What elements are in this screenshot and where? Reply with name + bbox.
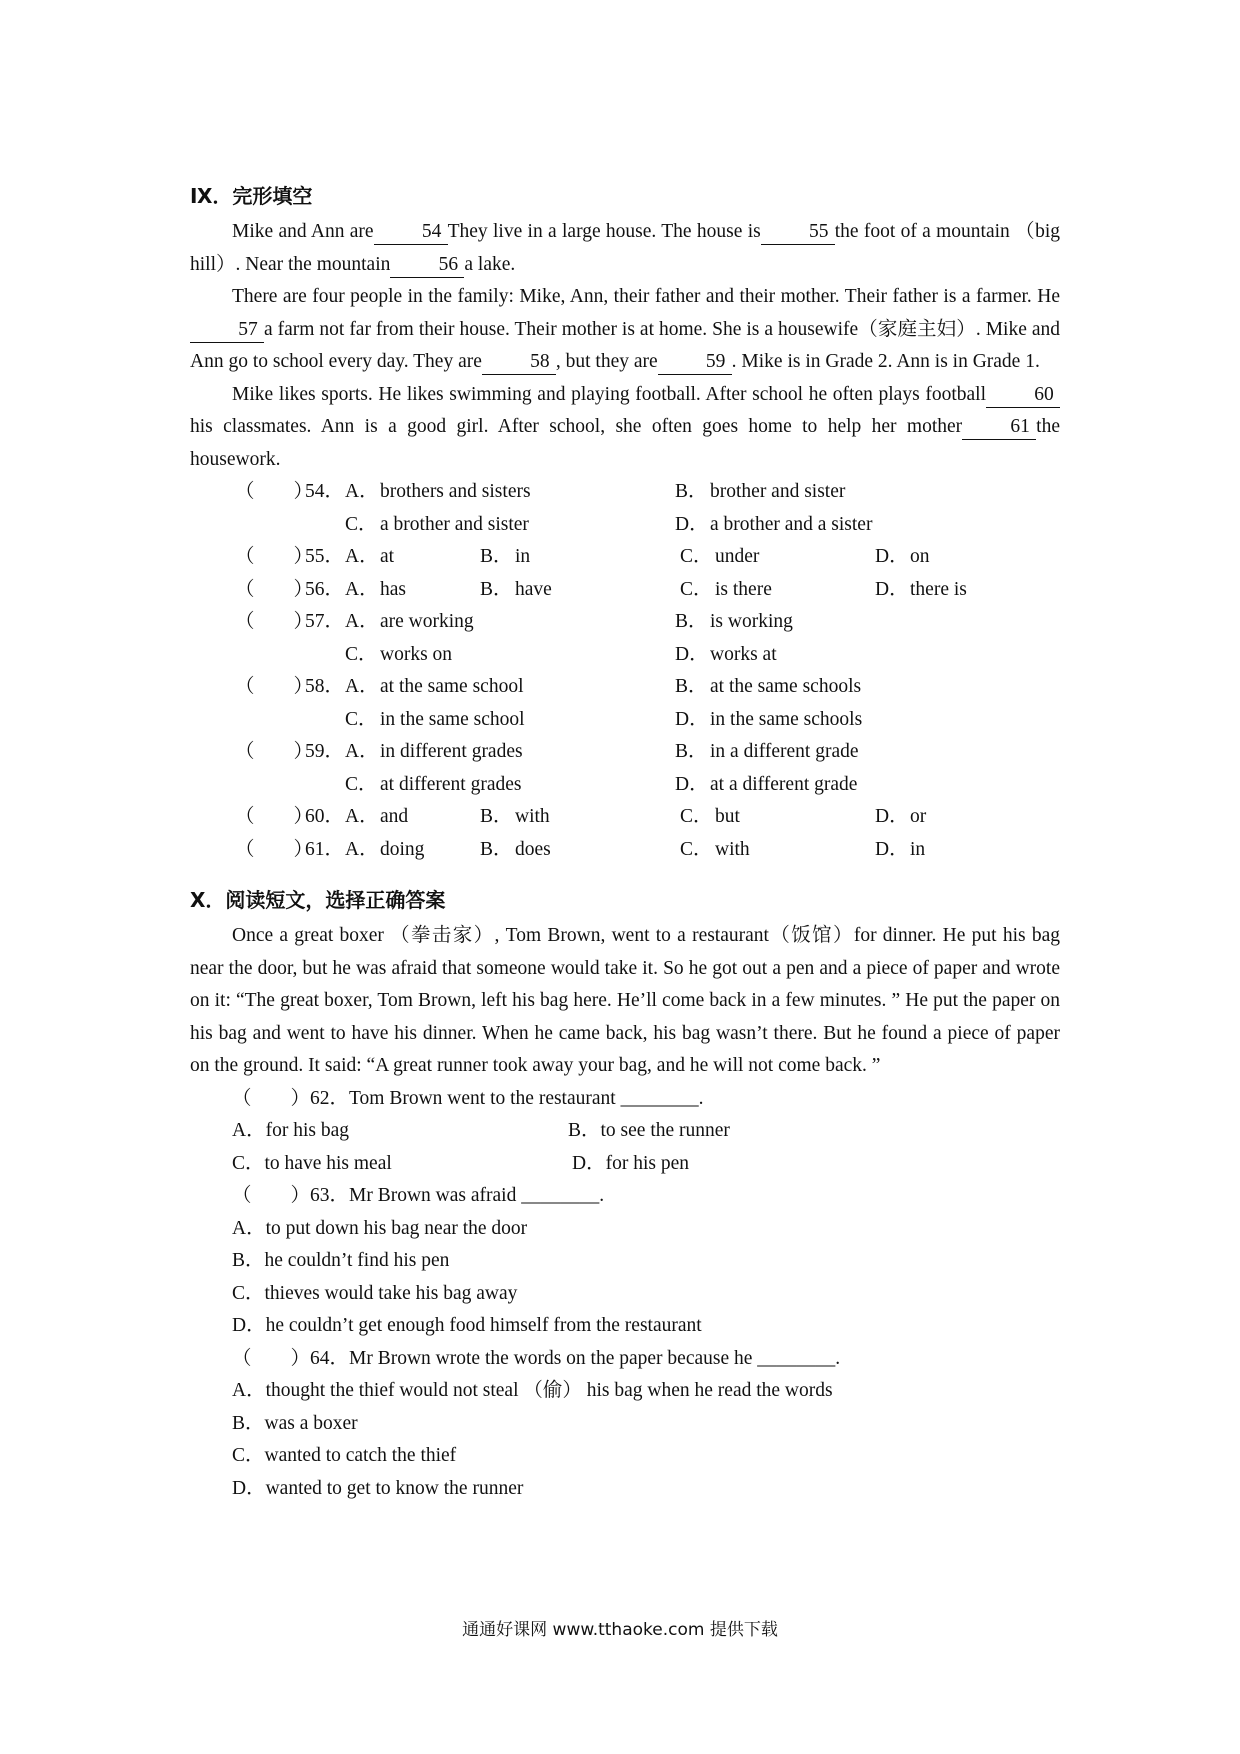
option-text: there is	[910, 578, 967, 600]
option-64-c: C．wanted to catch the thief	[232, 1445, 457, 1466]
blank-59: 59	[658, 350, 732, 375]
option-letter: A．	[345, 676, 379, 697]
option-letter: A．	[345, 578, 379, 600]
option-text: at the same school	[380, 676, 524, 697]
option-letter: B．	[675, 481, 708, 502]
question-62-options-ab	[190, 1115, 1060, 1148]
option-letter: C．	[345, 773, 378, 795]
cloze-question-58-row-1	[190, 671, 1060, 704]
option-letter: B．	[675, 611, 708, 632]
option-text: under	[715, 546, 760, 567]
option-letter: D．	[675, 773, 709, 795]
answer-paren: （ ）	[235, 481, 314, 502]
cloze-question-54-row-2	[190, 509, 1060, 542]
answer-paren: （ ）	[235, 546, 314, 567]
section-9-title: Ⅸ．完形填空	[190, 184, 313, 208]
option-letter: D．	[875, 838, 909, 860]
option-text: in	[515, 546, 531, 567]
blank-55: 55	[761, 220, 835, 245]
option-letter: D．	[675, 643, 709, 665]
option-text: but	[715, 806, 740, 827]
option-letter: C．	[680, 546, 713, 567]
question-number: 57．	[305, 611, 345, 632]
option-63-d: D．he couldn’t get enough food himself from the restaurant	[232, 1315, 702, 1336]
option-text: a brother and a sister	[710, 513, 873, 535]
option-text: is working	[710, 611, 793, 632]
answer-paren: （ ）	[235, 741, 314, 762]
option-text: at a different grade	[710, 773, 858, 795]
option-text: at the same schools	[710, 676, 862, 697]
option-letter: B．	[675, 741, 708, 762]
option-text: or	[910, 806, 927, 827]
option-text: in a different grade	[710, 741, 859, 762]
option-text: and	[380, 806, 409, 827]
option-text: at different grades	[380, 773, 522, 795]
question-number: 59．	[305, 741, 345, 762]
cloze-question-59-row-1	[190, 736, 1060, 769]
option-text: on	[910, 546, 930, 567]
option-text: at	[380, 546, 395, 567]
option-63-b: B．he couldn’t find his pen	[232, 1250, 450, 1271]
answer-paren: （ ）	[235, 676, 314, 697]
cloze-question-57-row-2	[190, 639, 1060, 672]
footer-credit: 通通好课网 www.tthaoke.com 提供下载	[462, 1620, 778, 1640]
section-10-title: Ⅹ．阅读短文，选择正确答案	[190, 888, 446, 912]
option-letter: A．	[345, 806, 379, 827]
option-letter: A．	[345, 838, 379, 860]
option-text: are working	[380, 611, 474, 632]
option-63-a: A．to put down his bag near the door	[232, 1217, 528, 1239]
answer-paren: （ ）	[235, 578, 314, 600]
option-text: is there	[715, 578, 772, 600]
cloze-question-60-row-1	[190, 801, 1060, 834]
question-number: 61．	[305, 838, 345, 860]
passage-paragraph-2: There are four people in the family: Mike, Ann, their father and their mother. Their father is a farmer. He57 a farm not far from their house. Their mother is at home. She is a housewife（家庭主妇）. Mike and Ann go to school every day. They are 58 , but they are 59 . Mike is in Grade 2. Ann is in Grade 1.	[190, 281, 1060, 379]
option-letter: B．	[675, 676, 708, 697]
option-text: brother and sister	[710, 481, 846, 502]
question-number: 56．	[305, 578, 345, 600]
option-text: in	[910, 838, 926, 860]
option-letter: C．	[680, 838, 713, 860]
cloze-question-list	[190, 476, 1060, 866]
option-text: does	[515, 838, 551, 860]
option-64-b: B．was a boxer	[232, 1412, 358, 1434]
option-text: brothers and sisters	[380, 481, 531, 502]
cloze-question-56-row-1	[190, 574, 1060, 607]
option-63-c: C．thieves would take his bag away	[232, 1282, 518, 1304]
option-64-a: A．thought the thief would not steal （偷） his bag when he read the words	[232, 1380, 833, 1401]
passage-paragraph-1: Mike and Ann are 54 They live in a large house. The house is 55 the foot of a mountain （big hill）. Near the mountain 56 a lake.	[190, 216, 1060, 281]
option-text: works at	[710, 643, 777, 665]
cloze-question-61-row-1	[190, 834, 1060, 867]
blank-61: 61	[962, 415, 1036, 440]
option-letter: C．	[680, 806, 713, 827]
option-letter: A．	[345, 481, 379, 502]
option-text: doing	[380, 838, 425, 860]
question-number: 60．	[305, 806, 345, 827]
question-62-stem: （ ）62．Tom Brown went to the restaurant ________.	[232, 1087, 704, 1109]
option-text: have	[515, 578, 552, 600]
option-text: in the same school	[380, 708, 525, 730]
cloze-question-57-row-1	[190, 606, 1060, 639]
option-text: has	[380, 578, 406, 600]
option-letter: C．	[345, 513, 378, 535]
question-64-stem: （ ）64．Mr Brown wrote the words on the paper because he ________.	[232, 1347, 841, 1369]
worksheet-page	[190, 180, 1060, 1505]
option-62-a: A．for his bag	[232, 1120, 349, 1141]
question-number: 54．	[305, 481, 345, 502]
option-letter: B．	[480, 546, 513, 567]
question-number: 58．	[305, 676, 345, 697]
cloze-question-54-row-1	[190, 476, 1060, 509]
answer-paren: （ ）	[235, 611, 314, 632]
option-letter: B．	[480, 806, 513, 827]
option-letter: D．	[875, 578, 909, 600]
question-number: 55．	[305, 546, 345, 567]
option-text: in the same schools	[710, 708, 863, 730]
blank-60: 60	[986, 383, 1060, 408]
reading-passage: Once a great boxer （拳击家）, Tom Brown, went to a restaurant（饭馆）for dinner. He put his bag near the door, but he was afraid that someone would take it. So he got out a pen and a piece of paper and wrote on it: “The great boxer, Tom Brown, left his bag here. He’ll come back in a few minutes. ” He put the paper on his bag and went to have his dinner. When he came back, his bag wasn’t there. But he found a piece of paper on the ground. It said: “A great runner took away your bag, and he will not come back. ”	[190, 925, 1060, 1076]
option-letter: C．	[345, 708, 378, 730]
blank-56: 56	[390, 253, 464, 278]
option-letter: A．	[345, 546, 379, 567]
option-text: works on	[380, 643, 453, 665]
option-letter: B．	[480, 578, 513, 600]
option-text: with	[515, 806, 550, 827]
answer-paren: （ ）	[235, 806, 314, 827]
section-10	[190, 884, 1060, 1505]
option-letter: D．	[675, 513, 709, 535]
option-64-d: D．wanted to get to know the runner	[232, 1477, 524, 1499]
question-62-options-cd	[190, 1148, 1060, 1181]
option-letter: C．	[345, 643, 378, 665]
option-letter: C．	[680, 578, 713, 600]
option-text: with	[715, 838, 750, 860]
option-letter: D．	[875, 806, 909, 827]
option-text: in different grades	[380, 741, 523, 762]
cloze-question-55-row-1	[190, 541, 1060, 574]
cloze-question-59-row-2	[190, 769, 1060, 802]
option-letter: A．	[345, 611, 379, 632]
blank-57: 57	[190, 318, 264, 343]
option-62-b: B．to see the runner	[568, 1120, 730, 1141]
option-letter: D．	[875, 546, 909, 567]
option-letter: D．	[675, 708, 709, 730]
option-letter: B．	[480, 838, 513, 860]
blank-54: 54	[374, 220, 448, 245]
option-62-c: C．to have his meal	[232, 1152, 392, 1174]
answer-paren: （ ）	[235, 838, 314, 860]
option-text: a brother and sister	[380, 513, 529, 535]
option-62-d: D．for his pen	[572, 1152, 689, 1174]
question-63-stem: （ ）63．Mr Brown was afraid ________.	[232, 1185, 605, 1206]
option-letter: A．	[345, 741, 379, 762]
passage-paragraph-3: Mike likes sports. He likes swimming and playing football. After school he often plays football 60his classmates. Ann is a good girl. After school, she often goes home to help her mother 61 the housework.	[190, 383, 1060, 470]
blank-58: 58	[482, 350, 556, 375]
cloze-question-58-row-2	[190, 704, 1060, 737]
